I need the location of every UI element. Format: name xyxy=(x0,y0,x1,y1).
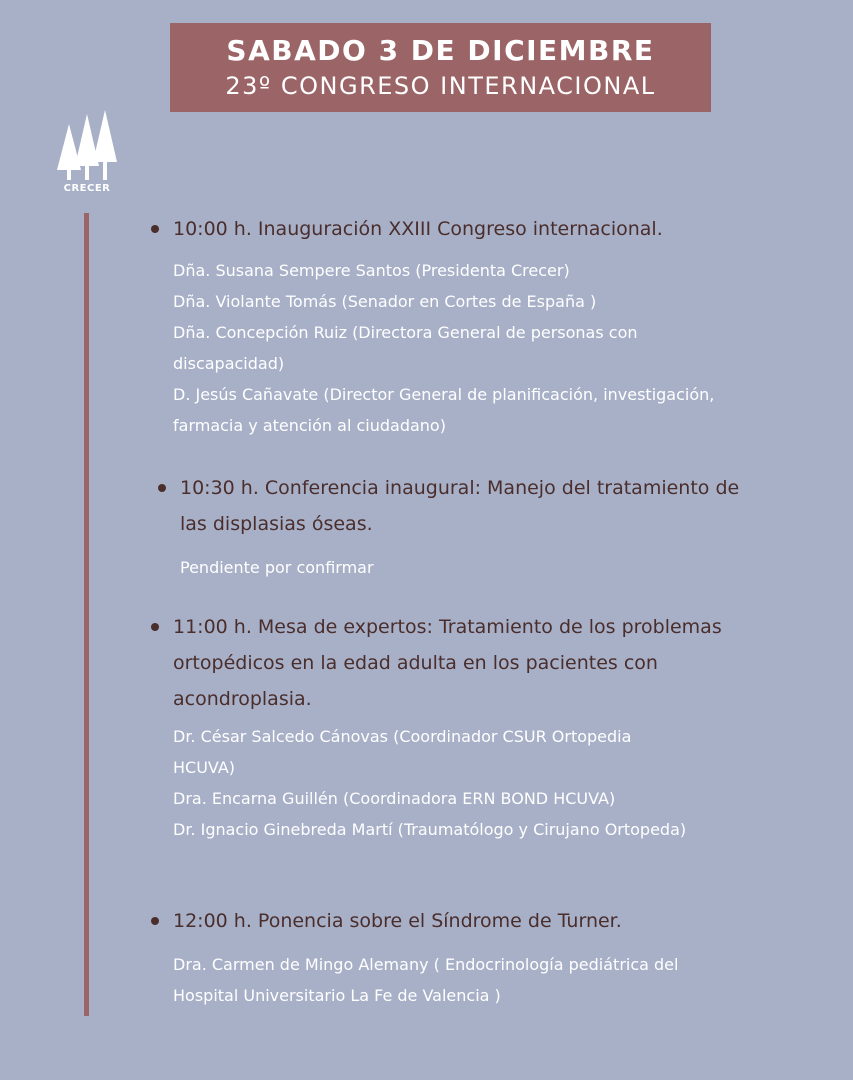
detail-line: Dña. Susana Sempere Santos (Presidenta Crecer) xyxy=(173,261,570,280)
title-line: 10:00 h. Inauguración XXIII Congreso internacional. xyxy=(173,218,663,240)
agenda-item-1000 xyxy=(173,211,783,441)
trees-icon xyxy=(56,110,118,182)
bullet-icon xyxy=(151,917,159,925)
agenda-item-title xyxy=(180,470,780,542)
title-line: las displasias óseas. xyxy=(180,513,373,535)
detail-line: Dra. Encarna Guillén (Coordinadora ERN BOND HCUVA) xyxy=(173,789,616,808)
agenda-item-details xyxy=(180,552,780,583)
agenda-item-details xyxy=(173,949,773,1011)
bullet-icon xyxy=(151,225,159,233)
detail-line: Dña. Violante Tomás (Senador en Cortes de España ) xyxy=(173,292,597,311)
crecer-logo xyxy=(56,110,118,198)
event-header xyxy=(170,23,711,112)
event-name: 23º CONGRESO INTERNACIONAL xyxy=(225,72,656,100)
title-line: 12:00 h. Ponencia sobre el Síndrome de Turner. xyxy=(173,910,622,932)
agenda-item-1200 xyxy=(173,903,773,1011)
title-line: 11:00 h. Mesa de expertos: Tratamiento de los problemas xyxy=(173,616,722,638)
detail-line: farmacia y atención al ciudadano) xyxy=(173,416,446,435)
title-line: ortopédicos en la edad adulta en los pacientes con xyxy=(173,652,658,674)
agenda-item-title xyxy=(173,903,773,939)
event-date: SABADO 3 DE DICIEMBRE xyxy=(226,34,655,67)
agenda-item-details xyxy=(173,721,773,845)
agenda-item-title xyxy=(173,211,783,247)
detail-line: Dr. César Salcedo Cánovas (Coordinador CSUR Ortopedia xyxy=(173,727,632,746)
bullet-icon xyxy=(158,484,166,492)
detail-line: Dra. Carmen de Mingo Alemany ( Endocrinología pediátrica del xyxy=(173,955,679,974)
detail-line: Hospital Universitario La Fe de Valencia ) xyxy=(173,986,501,1005)
agenda-item-details xyxy=(173,255,783,441)
logo-text: CRECER xyxy=(63,183,111,194)
bullet-icon xyxy=(151,623,159,631)
detail-line: Pendiente por confirmar xyxy=(180,558,374,577)
agenda-item-1100 xyxy=(173,609,773,845)
title-line: acondroplasia. xyxy=(173,688,312,710)
timeline-line xyxy=(84,213,89,1016)
detail-line: HCUVA) xyxy=(173,758,236,777)
agenda-item-1030 xyxy=(180,470,780,583)
detail-line: Dr. Ignacio Ginebreda Martí (Traumatólogo y Cirujano Ortopeda) xyxy=(173,820,687,839)
title-line: 10:30 h. Conferencia inaugural: Manejo del tratamiento de xyxy=(180,477,740,499)
detail-line: Dña. Concepción Ruiz (Directora General de personas con xyxy=(173,323,638,342)
detail-line: D. Jesús Cañavate (Director General de planificación, investigación, xyxy=(173,385,715,404)
agenda-item-title xyxy=(173,609,773,717)
detail-line: discapacidad) xyxy=(173,354,285,373)
